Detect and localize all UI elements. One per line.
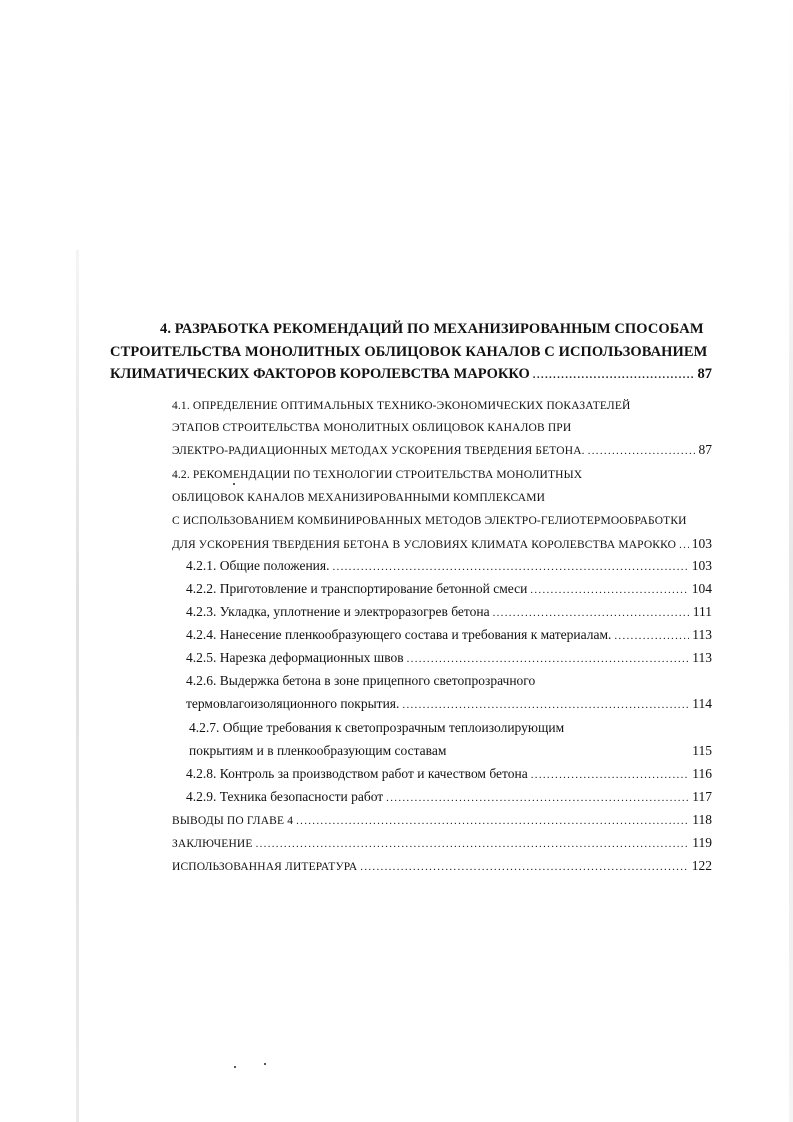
toc-entry-4-1[interactable] [172, 440, 712, 461]
toc-entry-references[interactable] [172, 856, 712, 877]
page-number: 104 [691, 581, 712, 596]
chapter-4-title-line-1: 4. РАЗРАБОТКА РЕКОМЕНДАЦИЙ ПО МЕХАНИЗИРОВАННЫМ СПОСОБАМ [160, 321, 704, 337]
section-title: 4.2.4. Нанесение пленкообразующего состава и требования к материалам. [186, 627, 612, 642]
toc-entry-conclusion[interactable] [172, 833, 712, 854]
section-4-1-line-2: ЭТАПОВ СТРОИТЕЛЬСТВА МОНОЛИТНЫХ ОБЛИЦОВОК КАНАЛОВ ПРИ [172, 422, 572, 434]
section-title: ВЫВОДЫ ПО ГЛАВЕ 4 [172, 815, 294, 827]
chapter-4-title-line-3: КЛИМАТИЧЕСКИХ ФАКТОРОВ КОРОЛЕВСТВА МАРОККО [110, 366, 530, 382]
leader-dots [614, 626, 689, 646]
section-4-2-line-1: 4.2. РЕКОМЕНДАЦИИ ПО ТЕХНОЛОГИИ СТРОИТЕЛЬСТВА МОНОЛИТНЫХ [172, 469, 583, 481]
section-4-2-7-line-1: 4.2.7. Общие требования к светопрозрачным теплоизолирующим [189, 720, 565, 735]
toc-entry-4-2-6[interactable] [186, 694, 712, 715]
section-4-2-6-line-2: термовлагоизоляционного покрытия. [186, 696, 400, 711]
page-number: 116 [692, 766, 712, 781]
page-number: 119 [692, 835, 712, 850]
section-4-2-line-3: С ИСПОЛЬЗОВАНИЕМ КОМБИНИРОВАННЫХ МЕТОДОВ ЭЛЕКТРО-ГЕЛИОТЕРМООБРАБОТКИ [172, 515, 687, 527]
page-number: 113 [692, 650, 712, 665]
leader-dots [360, 857, 688, 877]
scan-shadow-left [76, 250, 79, 1122]
section-title: ЗАКЛЮЧЕНИЕ [172, 838, 253, 850]
page-number: 114 [692, 696, 712, 711]
toc-entry-4-2-3[interactable] [186, 602, 712, 623]
scan-speck [264, 1063, 266, 1065]
page-number: 113 [692, 627, 712, 642]
page-number: 111 [692, 604, 712, 619]
chapter-4-title-line-2: СТРОИТЕЛЬСТВА МОНОЛИТНЫХ ОБЛИЦОВОК КАНАЛОВ С ИСПОЛЬЗОВАНИЕМ [110, 344, 708, 360]
toc-entry-4-2-4[interactable] [186, 625, 712, 646]
section-title: 4.2.8. Контроль за производством работ и качеством бетона [186, 766, 528, 781]
page-number: 118 [692, 812, 712, 827]
toc-entry-4-2-2[interactable] [186, 579, 712, 600]
toc-entry-4-2-8[interactable] [186, 764, 712, 785]
section-4-2-6-line-1: 4.2.6. Выдержка бетона в зоне прицепного светопрозрачного [186, 673, 536, 688]
page-number: 87 [698, 442, 712, 457]
toc-entry-4-2-9[interactable] [186, 787, 712, 808]
leader-dots [256, 834, 690, 854]
leader-dots [402, 695, 689, 715]
leader-dots [679, 535, 689, 555]
page-number: 103 [691, 558, 712, 573]
toc-entry-4-2-1[interactable] [186, 556, 712, 577]
section-4-1-line-1: 4.1. ОПРЕДЕЛЕНИЕ ОПТИМАЛЬНЫХ ТЕХНИКО-ЭКОНОМИЧЕСКИХ ПОКАЗАТЕЛЕЙ [172, 400, 631, 412]
toc-entry-4-2[interactable] [172, 534, 712, 555]
toc-entry-4-2-7[interactable] [0, 741, 793, 763]
leader-dots [296, 811, 689, 831]
page-number: 87 [697, 366, 712, 382]
section-title: 4.2.9. Техника безопасности работ [186, 789, 384, 804]
leader-dots [530, 580, 688, 600]
leader-dots [493, 603, 690, 623]
scan-speck [234, 1066, 236, 1068]
section-title: 4.2.1. Общие положения. [186, 558, 330, 573]
page-number: 117 [692, 789, 712, 804]
leader-dots [407, 649, 690, 669]
section-title: 4.2.3. Укладка, уплотнение и электроразогрев бетона [186, 604, 490, 619]
section-title: ИСПОЛЬЗОВАННАЯ ЛИТЕРАТУРА [172, 861, 358, 873]
page-number: 103 [691, 536, 712, 551]
scan-speck [233, 483, 235, 485]
leader-dots [531, 765, 690, 785]
leader-dots [332, 557, 688, 577]
leader-dots [533, 365, 695, 385]
section-4-1-line-3: ЭЛЕКТРО-РАДИАЦИОННЫХ МЕТОДАХ УСКОРЕНИЯ ТВЕРДЕНИЯ БЕТОНА. [172, 445, 585, 457]
page-number: 122 [691, 858, 712, 873]
section-4-2-line-4: ДЛЯ УСКОРЕНИЯ ТВЕРДЕНИЯ БЕТОНА В УСЛОВИЯХ КЛИМАТА КОРОЛЕВСТВА МАРОККО [172, 539, 677, 551]
toc-entry-4-2-5[interactable] [186, 648, 712, 669]
section-title: 4.2.5. Нарезка деформационных швов [186, 650, 404, 665]
toc-entry-chapter-4[interactable] [110, 364, 712, 385]
section-title: 4.2.2. Приготовление и транспортирование бетонной смеси [186, 581, 528, 596]
section-4-2-line-2: ОБЛИЦОВОК КАНАЛОВ МЕХАНИЗИРОВАННЫМИ КОМПЛЕКСАМИ [172, 492, 546, 504]
toc-entry-conclusions-chapter-4[interactable] [172, 810, 712, 831]
page-number: 115 [692, 743, 712, 758]
scan-shadow-right [789, 0, 793, 1122]
leader-dots [386, 788, 689, 808]
section-4-2-7-line-2: покрытиям и в пленкообразующим составам [189, 743, 447, 758]
leader-dots [588, 441, 696, 461]
